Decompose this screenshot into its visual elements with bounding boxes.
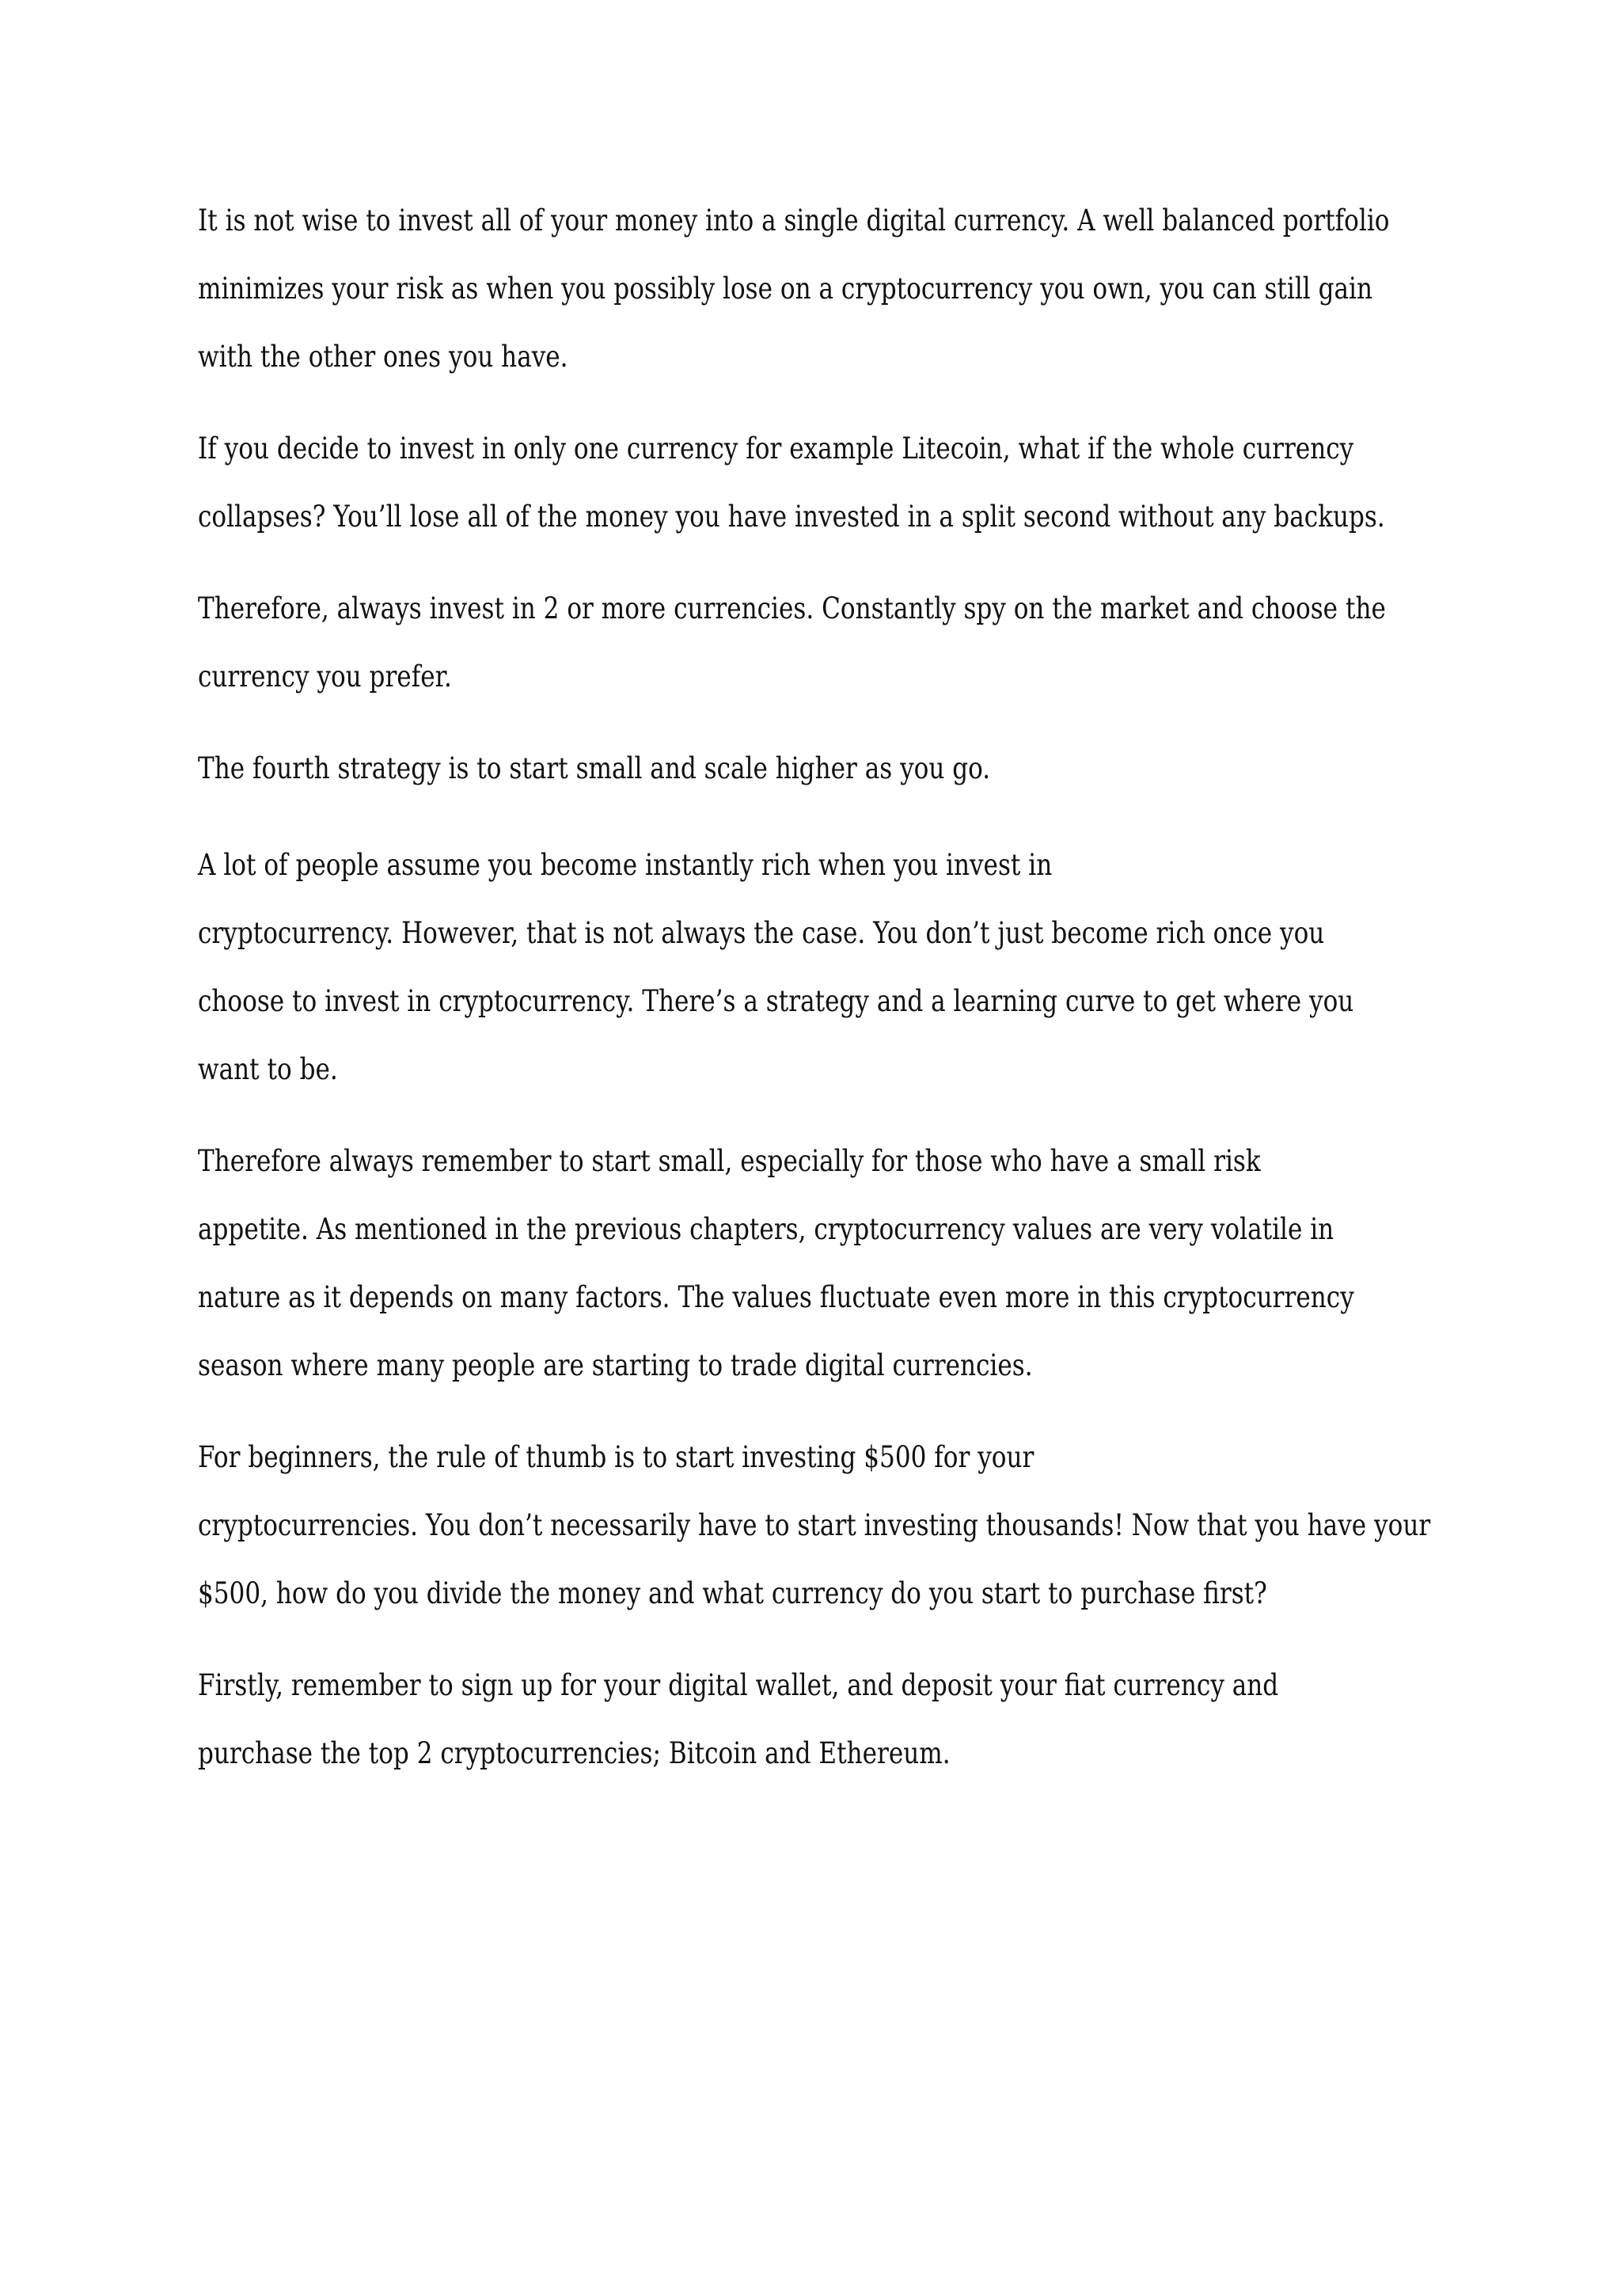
text-line: minimizes your risk as when you possibly lose on a cryptocurrency you own, you can still gain <box>198 272 1373 306</box>
text-line: cryptocurrency. However, that is not always the case. You don’t just become rich once you <box>198 916 1325 950</box>
text-line: If you decide to invest in only one currency for example Litecoin, what if the whole currency <box>198 431 1354 466</box>
text-line: appetite. As mentioned in the previous chapters, cryptocurrency values are very volatile in <box>198 1212 1334 1246</box>
text-line: purchase the top 2 cryptocurrencies; Bitcoin and Ethereum. <box>198 1736 951 1770</box>
text-line: Therefore, always invest in 2 or more currencies. Constantly spy on the market and choose the <box>198 591 1386 625</box>
text-line: currency you prefer. <box>198 660 452 694</box>
text-line: nature as it depends on many factors. The values fluctuate even more in this cryptocurrency <box>198 1280 1354 1314</box>
paragraph-invest-multiple <box>198 575 1386 711</box>
body-text <box>198 187 1431 1811</box>
paragraph-fourth-strategy <box>198 735 1235 803</box>
text-line: Firstly, remember to sign up for your digital wallet, and deposit your fiat currency and <box>198 1668 1279 1702</box>
text-line: season where many people are starting to trade digital currencies. <box>198 1348 1033 1382</box>
text-line: choose to invest in cryptocurrency. There’s a strategy and a learning curve to get where you <box>198 984 1354 1018</box>
paragraph-diversify <box>198 187 1390 391</box>
text-line: want to be. <box>198 1052 338 1086</box>
text-line: collapses? You’ll lose all of the money you have invested in a split second without any backups. <box>198 500 1385 534</box>
text-line: The fourth strategy is to start small and scale higher as you go. <box>198 751 991 785</box>
paragraph-start-small <box>198 1127 1354 1400</box>
paragraph-single-currency-risk <box>198 415 1385 551</box>
text-line: with the other ones you have. <box>198 340 568 374</box>
paragraph-not-instantly-rich <box>198 831 1354 1104</box>
text-line: cryptocurrencies. You don’t necessarily have to start investing thousands! Now that you have your <box>198 1508 1431 1542</box>
text-line: It is not wise to invest all of your money into a single digital currency. A well balanced portfolio <box>198 203 1390 238</box>
paragraph-beginners-rule <box>198 1424 1431 1628</box>
text-line: $500, how do you divide the money and what currency do you start to purchase first? <box>198 1576 1267 1610</box>
text-line: A lot of people assume you become instantly rich when you invest in <box>198 848 1053 882</box>
text-line: Therefore always remember to start small, especially for those who have a small risk <box>198 1144 1261 1178</box>
paragraph-digital-wallet <box>198 1652 1279 1788</box>
text-line: For beginners, the rule of thumb is to start investing $500 for your <box>198 1440 1034 1474</box>
